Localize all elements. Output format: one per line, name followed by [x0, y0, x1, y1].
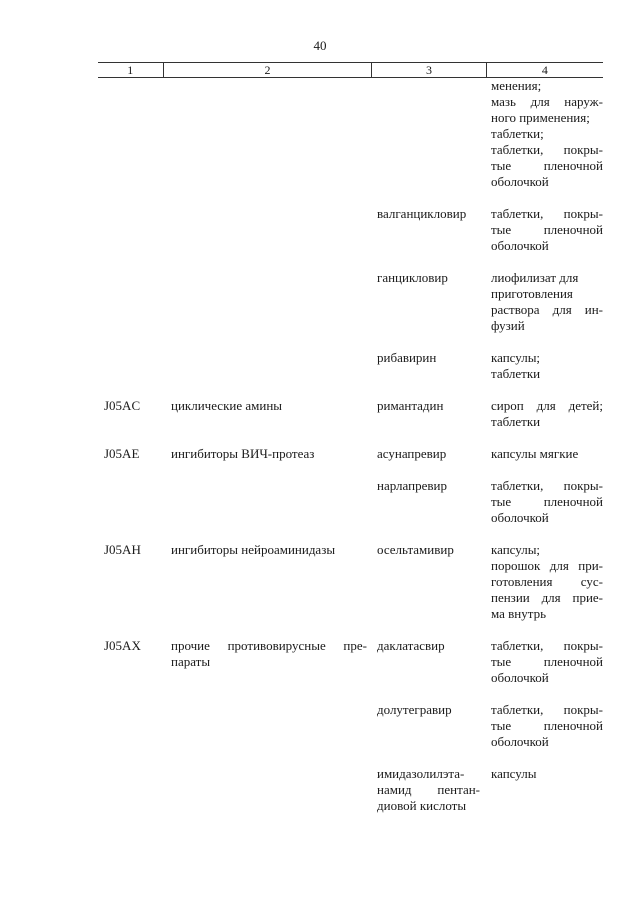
cell-text-line: римантадин: [377, 398, 444, 413]
drug-name-cell: [377, 542, 480, 558]
cell-text-line: рибавирин: [377, 350, 437, 365]
table-column-header: [98, 62, 603, 78]
cell-text-line: оболочкой: [491, 734, 549, 749]
cell-text-line: асунапревир: [377, 446, 447, 461]
cell-text-line: валганцикловир: [377, 206, 467, 221]
cell-text-line: циклические амины: [171, 398, 283, 413]
dosage-forms-cell: [491, 766, 603, 782]
cell-text-line: долутегравир: [377, 702, 452, 717]
cell-text-line: раствора для ин-: [491, 302, 603, 317]
drug-name-cell: [377, 398, 480, 414]
cell-text-line: параты: [171, 654, 211, 669]
cell-text-line: нарлапревир: [377, 478, 447, 493]
cell-text-line: лиофилизат для: [491, 270, 579, 285]
dosage-forms-cell: [491, 350, 603, 382]
dosage-forms-cell: [491, 542, 603, 622]
cell-text-line: таблетки, покры-: [491, 142, 603, 157]
cell-text-line: пензии для прие-: [491, 590, 603, 605]
cell-text-line: капсулы мягкие: [491, 446, 579, 461]
cell-text-line: таблетки: [491, 366, 541, 381]
cell-text-line: намид пентан-: [377, 782, 480, 797]
therapeutic-group-cell: [171, 542, 367, 558]
cell-text-line: даклатасвир: [377, 638, 445, 653]
cell-text-line: таблетки, покры-: [491, 206, 603, 221]
cell-text-line: капсулы: [491, 766, 537, 781]
atc-code-cell: [104, 398, 166, 414]
cell-text-line: оболочкой: [491, 510, 549, 525]
dosage-forms-cell: [491, 702, 603, 750]
cell-text-line: J05AE: [104, 446, 140, 461]
dosage-forms-cell: [491, 206, 603, 254]
cell-text-line: ганцикловир: [377, 270, 448, 285]
cell-text-line: оболочкой: [491, 670, 549, 685]
cell-text-line: ма внутрь: [491, 606, 547, 621]
cell-text-line: оболочкой: [491, 174, 549, 189]
cell-text-line: ингибиторы ВИЧ-протеаз: [171, 446, 315, 461]
atc-code-cell: [104, 542, 166, 558]
cell-text-line: мазь для наруж-: [491, 94, 603, 109]
dosage-forms-cell: [491, 78, 603, 190]
dosage-forms-cell: [491, 270, 603, 334]
page-number: 40: [313, 38, 327, 53]
cell-text-line: порошок для при-: [491, 558, 603, 573]
drug-name-cell: [377, 350, 480, 366]
column-number-1: 1: [127, 63, 134, 77]
atc-code-cell: [104, 638, 166, 654]
dosage-forms-cell: [491, 446, 603, 462]
cell-text-line: капсулы;: [491, 542, 541, 557]
drug-name-cell: [377, 638, 480, 654]
drug-name-cell: [377, 478, 480, 494]
cell-text-line: приготовления: [491, 286, 573, 301]
cell-text-line: таблетки, покры-: [491, 478, 603, 493]
column-number-2: 2: [163, 63, 372, 77]
cell-text-line: J05AC: [104, 398, 141, 413]
therapeutic-group-cell: [171, 638, 367, 670]
cell-text-line: готовления сус-: [491, 574, 603, 589]
cell-text-line: сироп для детей;: [491, 398, 603, 413]
cell-text-line: тые пленочной: [491, 718, 603, 733]
therapeutic-group-cell: [171, 398, 367, 414]
cell-text-line: J05AX: [104, 638, 141, 653]
cell-text-line: таблетки: [491, 414, 541, 429]
cell-text-line: тые пленочной: [491, 494, 603, 509]
drug-name-cell: [377, 270, 480, 286]
cell-text-line: капсулы;: [491, 350, 541, 365]
cell-text-line: ингибиторы нейроаминидазы: [171, 542, 336, 557]
drug-name-cell: [377, 206, 480, 222]
cell-text-line: таблетки, покры-: [491, 638, 603, 653]
drug-name-cell: [377, 446, 480, 462]
cell-text-line: имидазолилэта-: [377, 766, 465, 781]
cell-text-line: тые пленочной: [491, 158, 603, 173]
column-number-4: 4: [486, 63, 603, 77]
cell-text-line: менения;: [491, 78, 542, 93]
cell-text-line: ного применения;: [491, 110, 590, 125]
column-number-3: 3: [371, 63, 485, 77]
cell-text-line: таблетки;: [491, 126, 544, 141]
cell-text-line: осельтамивир: [377, 542, 454, 557]
atc-code-cell: [104, 446, 166, 462]
drug-name-cell: [377, 702, 480, 718]
cell-text-line: фузий: [491, 318, 525, 333]
cell-text-line: оболочкой: [491, 238, 549, 253]
cell-text-line: тые пленочной: [491, 654, 603, 669]
cell-text-line: таблетки, покры-: [491, 702, 603, 717]
dosage-forms-cell: [491, 638, 603, 686]
dosage-forms-cell: [491, 478, 603, 526]
cell-text-line: J05AH: [104, 542, 141, 557]
cell-text-line: тые пленочной: [491, 222, 603, 237]
therapeutic-group-cell: [171, 446, 367, 462]
cell-text-line: прочие противовирусные пре-: [171, 638, 367, 653]
drug-name-cell: [377, 766, 480, 814]
dosage-forms-cell: [491, 398, 603, 430]
cell-text-line: диовой кислоты: [377, 798, 467, 813]
